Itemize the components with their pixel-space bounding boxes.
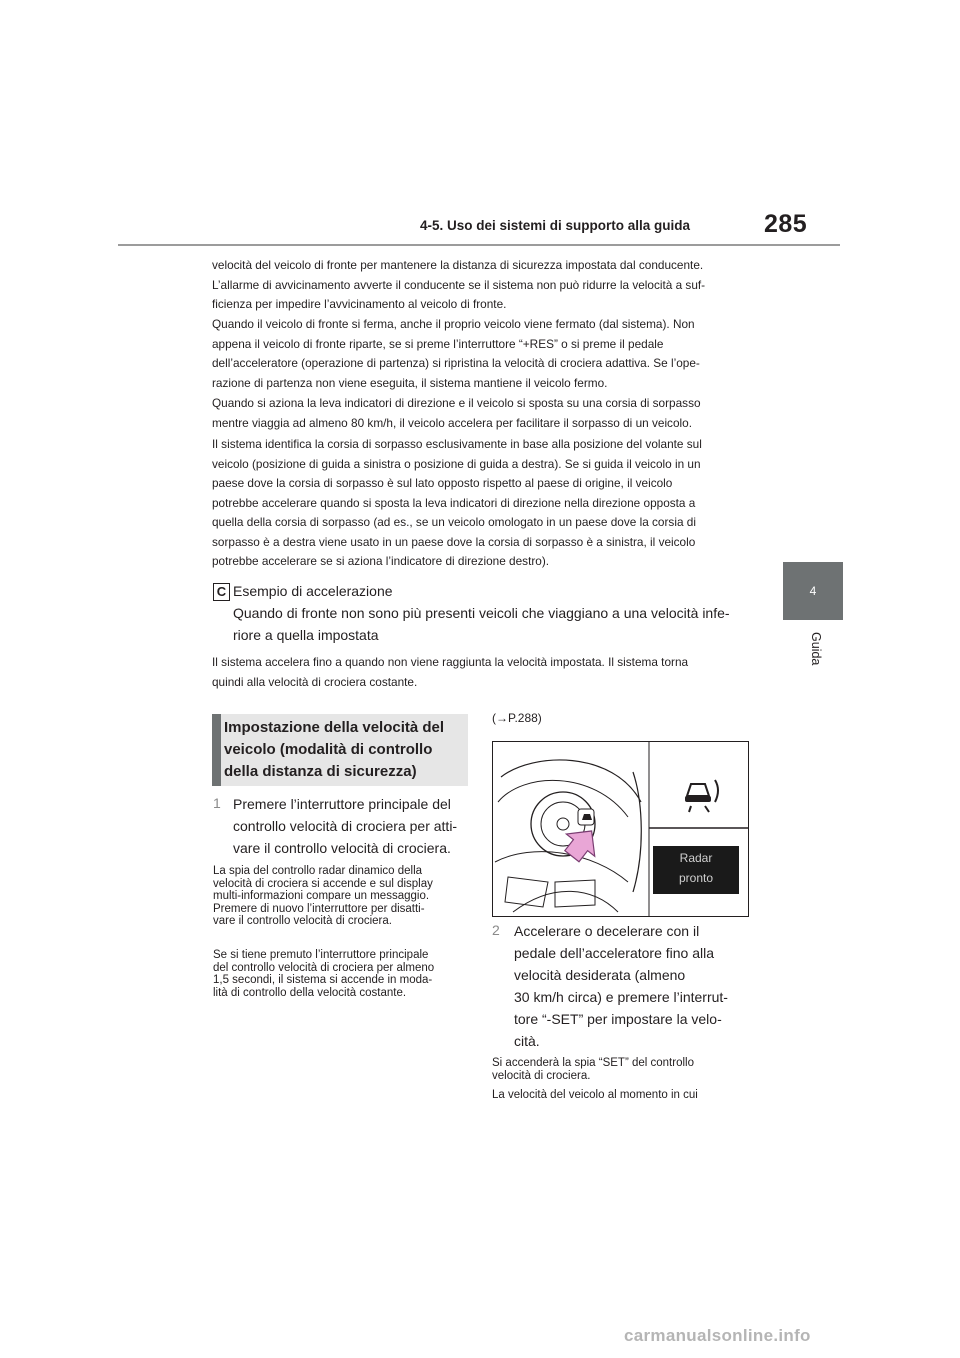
page-reference-link[interactable]: (→P.288) [492, 711, 542, 725]
section-header: 4-5. Uso dei sistemi di supporto alla guida [420, 218, 691, 233]
step-text-1: Premere l’interruttore principale del controllo velocità di crociera per atti- vare il controllo velocità di crociera. [233, 796, 458, 856]
example-description: Quando di fronte non sono più presenti veicoli che viaggiano a una velocità infe- riore a quella impostata [233, 605, 730, 643]
section-heading-bar [212, 714, 221, 786]
steering-wheel-drawing [493, 742, 748, 916]
step-number-2: 2 [492, 922, 500, 938]
step1-note-2: Se si tiene premuto l’interruttore principale del controllo velocità di crociera per almeno 1,5 secondi, il sistema si accende in moda- lità di controllo della velocità costante. [213, 949, 435, 999]
paragraph-approach-warning: velocità del veicolo di fronte per mantenere la distanza di sicurezza impostata dal conducente. L’allarme di avvicinamento avverte il conducente se il sistema non può ridurre la velocità a suf- ficienza per impedire l’avvicinamento al veicolo di fronte. [212, 258, 706, 311]
page-number: 285 [764, 210, 808, 238]
paragraph-stop-and-go: Quando il veicolo di fronte si ferma, anche il proprio veicolo viene fermato (dal sistema). Non appena il veicolo di fronte riparte, se si preme l’interruttore “+RES” o si preme il pedale dell’acceleratore (operazione di partenza) si ripristina la velocità di crociera adattiva. Se l’ope- razione di partenza non viene eseguita, il sistema mantiene il veicolo fermo. [212, 317, 700, 390]
example-title: Esempio di accelerazione [233, 583, 393, 599]
step2-note-2: La velocità del veicolo al momento in cui [492, 1089, 698, 1101]
step1-note-1: La spia del controllo radar dinamico della velocità di crociera si accende e sul display multi-informazioni compare un messaggio. Premere di nuovo l’interruttore per disatti- vare il controllo velocità di crociera. [213, 865, 433, 927]
paragraph-overtaking-lane: Il sistema identifica la corsia di sorpasso esclusivamente in base alla posizione del volante sul veicolo (posizione di guida a sinistra o posizione di guida a destra). Se si guida il veicolo in un paese dove la corsia di sorpasso è sul lato opposto rispetto al paese di origine, il veicolo potrebbe accelerare quando si sposta la leva indicatori di direzione nella direzione opposta a quella della corsia di sorpasso (ad es., se un veicolo omologato in un paese dove la corsia di sorpasso è a destra viene usato in un paese dove la corsia di sorpasso è a sinistra, il veicolo potrebbe accelerare se si aziona l’indicatore di direzione destro). [212, 437, 702, 568]
step-text-2: Accelerare o decelerare con il pedale dell’acceleratore fino alla velocità desiderata (almeno 30 km/h circa) e premere l’interrut- tore “-SET” per impostare la velo- cità. [514, 923, 728, 1049]
paragraph-overtaking: Quando si aziona la leva indicatori di direzione e il veicolo si sposta su una corsia di sorpasso mentre viaggia ad almeno 80 km/h, il veicolo accelera per facilitare il sorpasso di un veicolo. [212, 396, 701, 430]
step-number-1: 1 [213, 795, 221, 811]
section-heading: Impostazione della velocità del veicolo (modalità di controllo della distanza di sicurezza) [224, 719, 445, 780]
steering-switch-illustration [492, 741, 749, 917]
step2-note-1: Si accenderà la spia “SET” del controllo velocità di crociera. [492, 1057, 694, 1082]
display-message: Radar pronto [678, 851, 714, 885]
illustration-marker-c: C [213, 583, 230, 601]
header-divider [118, 244, 840, 246]
example-note: Il sistema accelera fino a quando non viene raggiunta la velocità impostata. Il sistema torna quindi alla velocità di crociera costante. [212, 655, 689, 689]
chapter-tab: 4 [783, 562, 843, 620]
chapter-label: Guida [809, 632, 823, 666]
watermark: carmanualsonline.info [624, 1326, 811, 1345]
